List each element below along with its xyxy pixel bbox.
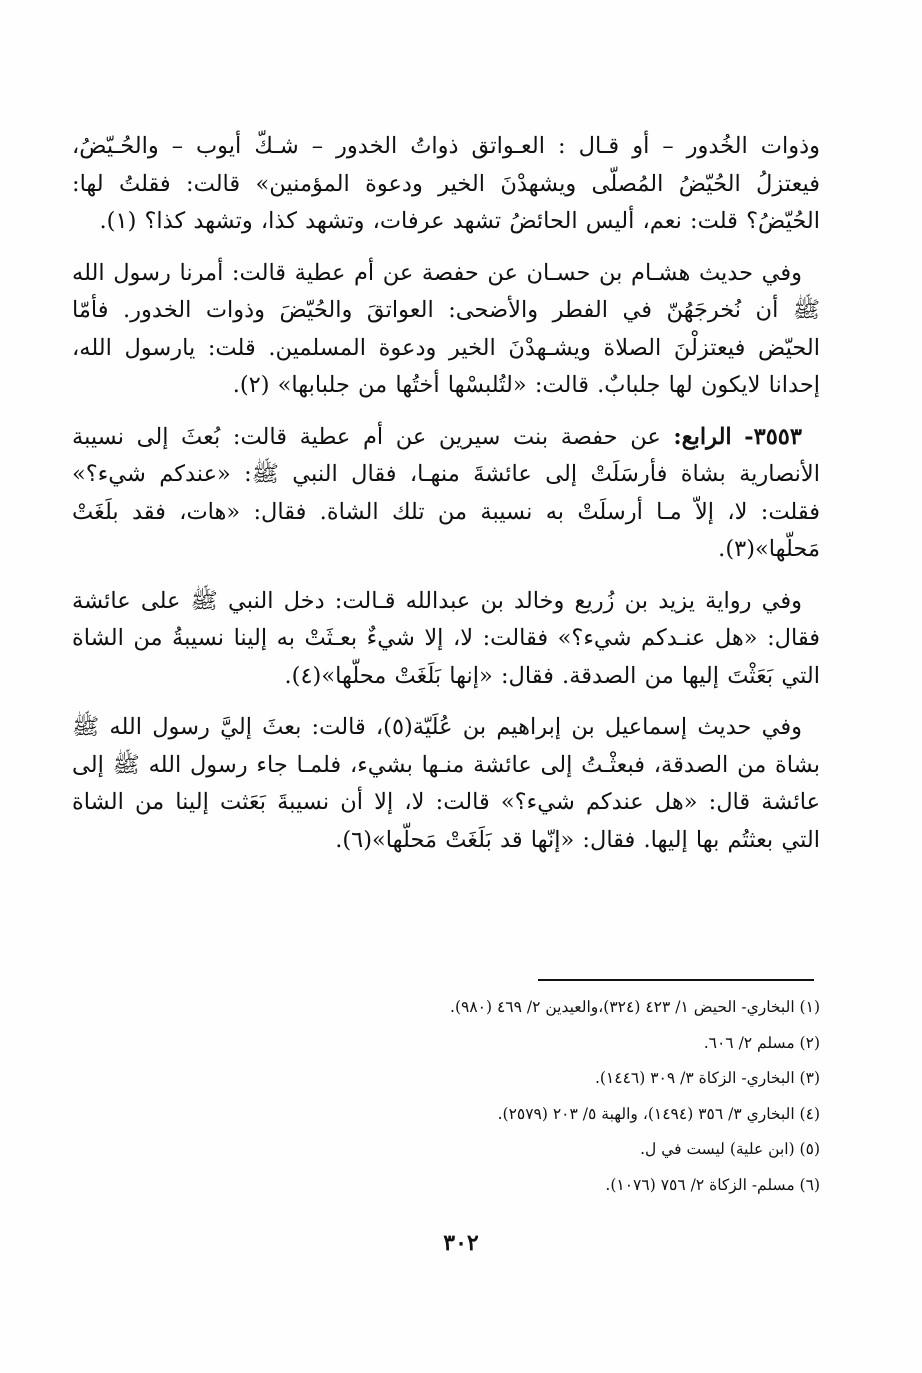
footnote-4: (٤) البخاري ٣/ ٣٥٦ (١٤٩٤)، والهبة ٥/ ٢٠٣ (٢٥٧٩). (497, 1104, 820, 1123)
footnote-2: (٢) مسلم ٢/ ٦٠٦. (703, 1033, 820, 1052)
footnote-1: (١) البخاري- الحيض ١/ ٤٢٣ (٣٢٤)،والعيدين ٢/ ٤٦٩ (٩٨٠). (450, 998, 820, 1016)
hadith-number: ٣٥٥٣- (744, 423, 802, 450)
paragraph-hisham-narration: وفي حديث هشـام بن حسـان عن حفصة عن أم عطية قالت: أمرنا رسول الله ﷺ أن نُخرجَهُنّ في الفطر والأضحى: العواتقَ والحُيّضَ وذوات الخدور. فأمّا الحيّض فيعتزلْنَ الصلاة ويشـهدْنَ الخير ودعوة المسلمين. قلت: يارسول الله، إحدانا لايكون لها جلبابٌ. قالت: «لتُلبسْها أختُها من جلبابها» (٢). (72, 259, 820, 398)
paragraph-ismail-narration: وفي حديث إسماعيل بن إبراهيم بن عُلَيّة(٥)، قالت: بعثَ إليَّ رسول الله ﷺ بشاة من الصدقة، فبعثْـتُ إلى عائشة منـها بشيء، فلمـا جاء رسول الله ﷺ إلى عائشة قال: «هل عندكم شيء؟» قالت: لا، إلا أن نسيبةَ بَعَثت إلينا من الشاة التي بعثتُم بها إليها. فقال: «إنّها قد بَلَغَتْ مَحلّها»(٦). (72, 714, 820, 853)
footnote-divider (538, 979, 814, 981)
footnote-3: (٣) البخاري- الزكاة ٣/ ٣٠٩ (١٤٤٦). (594, 1069, 820, 1087)
footnote-6: (٦) مسلم- الزكاة ٢/ ٧٥٦ (١٠٧٦). (605, 1175, 820, 1194)
paragraph-continuation: وذوات الخُدور – أو قـال : العـواتق ذواتُ الخدور – شـكّ أيوب – والحُـيّضُ، فيعتزلُ الحُيّضُ المُصلّى ويشهدْنَ الخير ودعوة المؤمنين» قالت: فقلتُ لها: الحُيّضُ؟ قلت: نعم، أليس الحائضُ تشهد عرفات، وتشهد كذا، وتشهد كذا؟ (١). (72, 133, 820, 234)
footnote-5: (٥) (ابن علية) ليست في ل. (640, 1140, 820, 1158)
paragraph-yazid-narration: وفي رواية يزيد بن زُريع وخالد بن عبدالله قـالت: دخل النبي ﷺ على عائشة فقال: «هل عنـدكم شيء؟» فقالت: لا، إلا شيءٌ بعـثَتْ به إلينا نسيبةُ من الشاة التي بَعَثْتَ إليها من الصدقة. فقال: «إنها بَلَغَتْ محلّها»(٤). (72, 587, 820, 689)
paragraph-hadith-3553 (72, 419, 820, 569)
main-text (72, 128, 820, 873)
hadith-label: الرابع: (673, 423, 732, 450)
hadith-text: عن حفصة بنت سيرين عن أم عطية قالت: بُعثَ إلى نسيبة الأنصارية بشاة فأرسَلَتْ إلى عائشةَ منهـا، فقال النبي ﷺ: «عندكم شيء؟» فقلت: لا، إلاّ مـا أرسلَتْ به نسيبة من تلك الشاة. فقال: «هات، فقد بلَغَتْ مَحلّها»(٣). (72, 423, 820, 562)
page-number: ٣٠٢ (443, 1230, 479, 1256)
footnotes (300, 990, 820, 1203)
